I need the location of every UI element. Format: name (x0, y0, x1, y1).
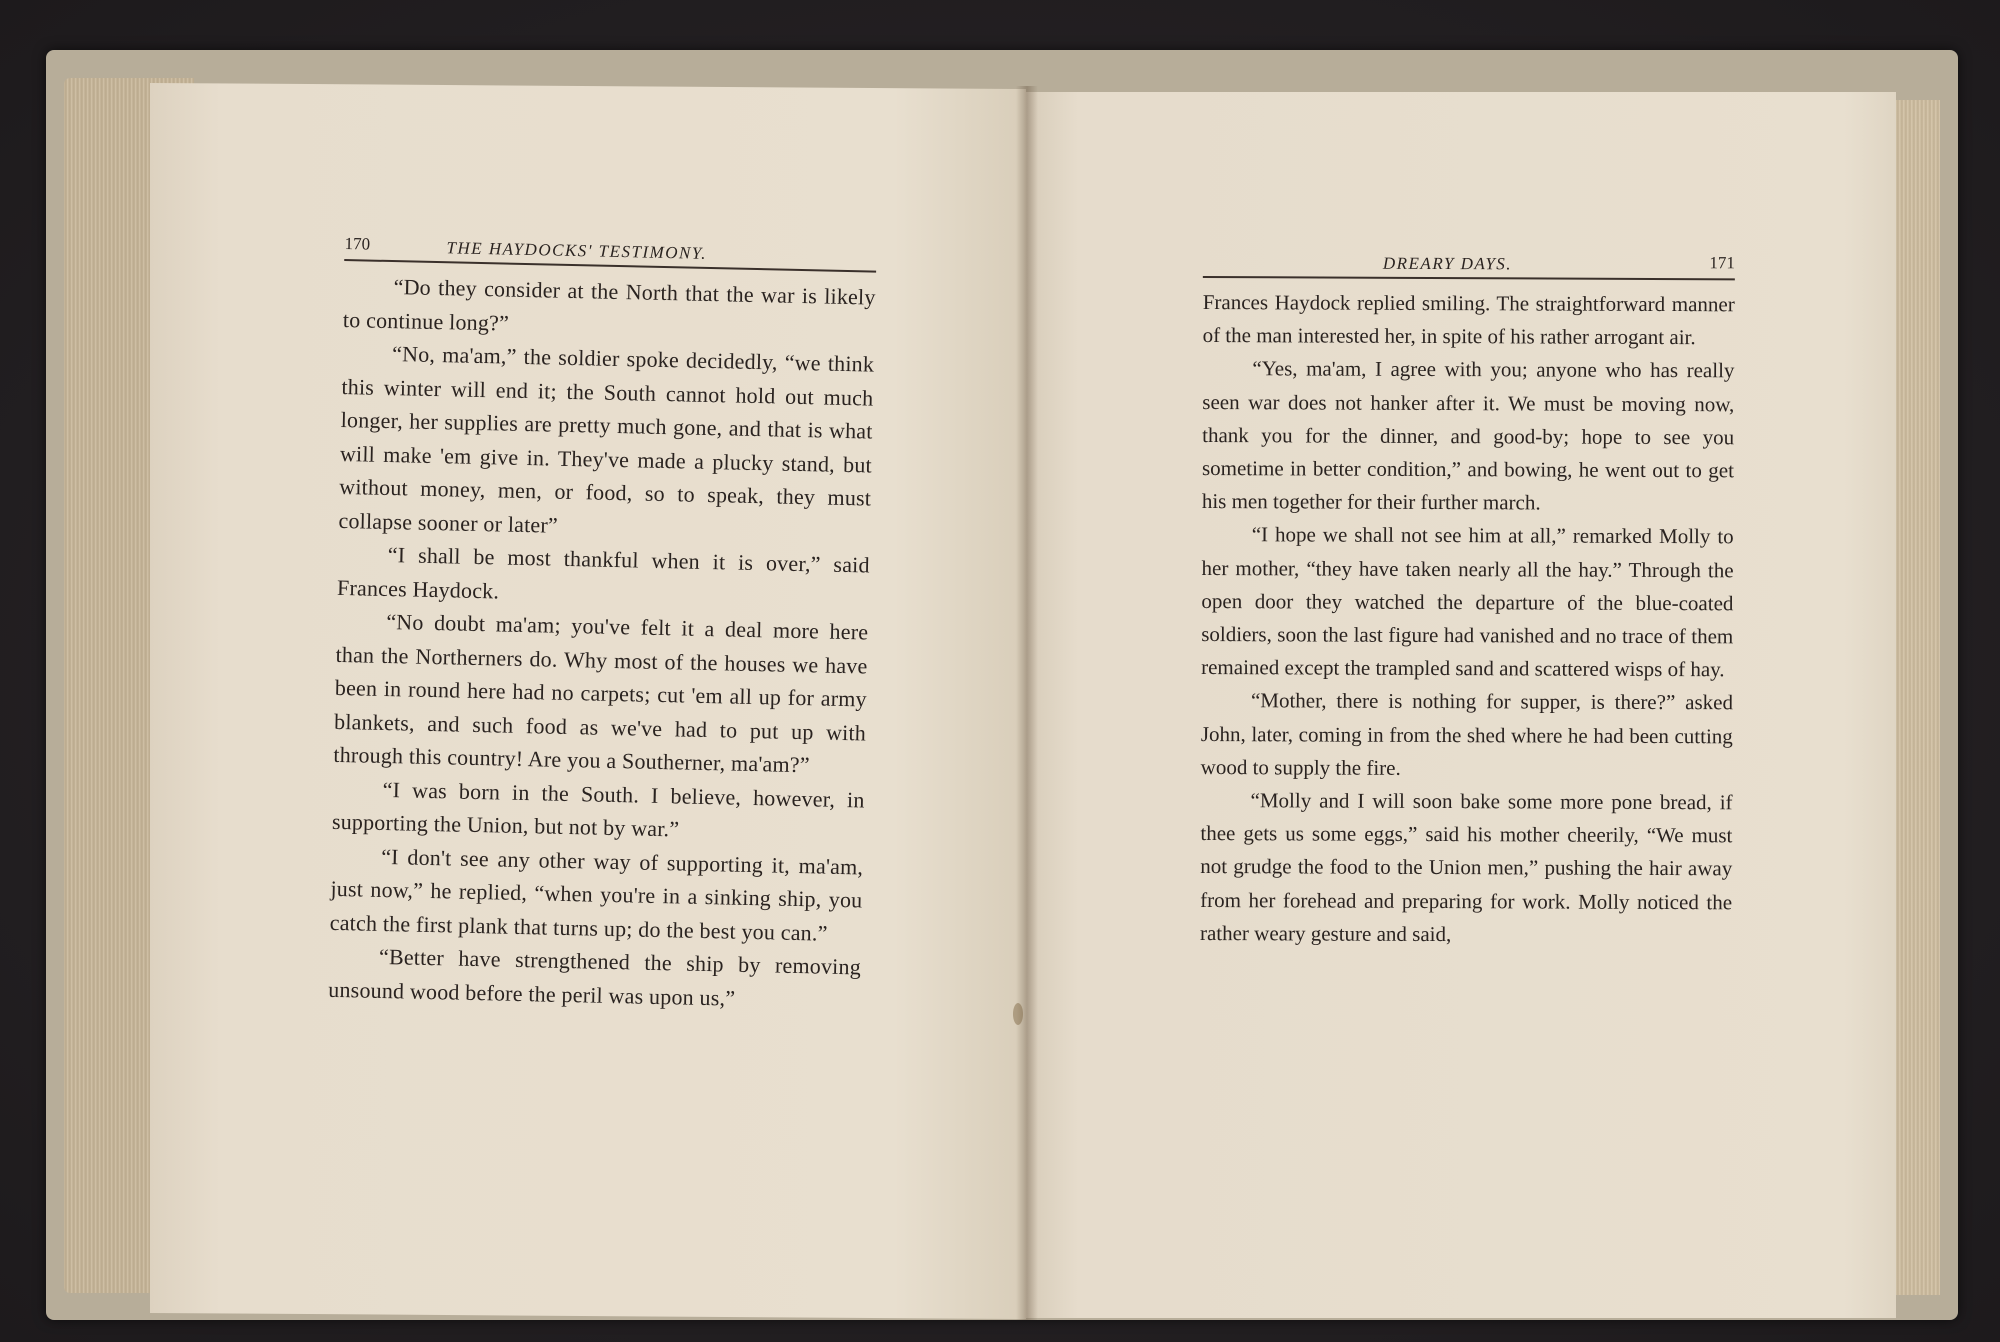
paragraph: “No, ma'am,” the soldier spoke decidedly, “we think this winter will end it; the South cannot hold out much longer, her supplies are pretty much gone, and that is what will make 'em give in. They've made a plucky stand, but without money, men, or food, so to speak, they must collapse sooner or later” (338, 341, 875, 538)
paragraph: “Better have strengthened the ship by removing unsound wood before the peril was upon us,” (328, 943, 862, 1011)
right-page-text (1200, 242, 1735, 952)
paragraph: “I was born in the South. I believe, however, in supporting the Union, but not by war.” (331, 776, 865, 842)
paragraph: “Do they consider at the North that the war is likely to continue long?” (342, 274, 876, 336)
paragraph: “I don't see any other way of supporting it, ma'am, just now,” he replied, “when you're in a sinking ship, you catch the first plank that turns up; do the best you can.” (329, 843, 864, 946)
page-number: 171 (1709, 253, 1735, 273)
paper-stain (1013, 1003, 1023, 1025)
running-head: DREARY DAYS. (1382, 253, 1513, 274)
book-gutter (1016, 86, 1038, 1320)
page-number: 170 (344, 233, 371, 254)
paragraph: “No doubt ma'am; you've felt it a deal more here than the Northerners do. Why most of the houses we have been in round here had no carpets; cut 'em all up for army blankets, and such food as we've had to put up with through this country! Are you a Southerner, ma'am?” (333, 608, 869, 778)
paragraph: “Molly and I will soon bake some more pone bread, if thee gets us some eggs,” said his mother cheerily, “We must not grudge the food to the Union men,” pushing the hair away from her forehead and preparing for work. Molly noticed the rather weary gesture and said, (1199, 788, 1733, 946)
paragraph: Frances Haydock replied smiling. The straightforward manner of the man interested her, in spite of his rather arrogant air. (1202, 289, 1735, 350)
left-page-text (328, 225, 877, 1017)
paragraph: “Yes, ma'am, I agree with you; anyone who has really seen war does not hanker after it. We must be moving now, thank you for the dinner, and good-by; hope to see you sometime in better condition,” and bowing, he went out to get his men together for their further march. (1201, 356, 1735, 515)
right-page-header (1203, 242, 1735, 280)
paragraph: “Mother, there is nothing for supper, is there?” asked John, later, coming in from the shed where he had been cutting wood to supply the fire. (1200, 688, 1734, 780)
paragraph: “I hope we shall not see him at all,” remarked Molly to her mother, “they have taken nearly all the hay.” Through the open door they watched the departure of the blue-coated soldiers, soon the last figure had vanished and no trace of them remained except the trampled sand and scattered wisps of hay. (1201, 522, 1734, 682)
paragraph: “I shall be most thankful when it is over,” said Frances Haydock. (336, 542, 870, 603)
running-head: THE HAYDOCKS' TESTIMONY. (446, 238, 708, 263)
